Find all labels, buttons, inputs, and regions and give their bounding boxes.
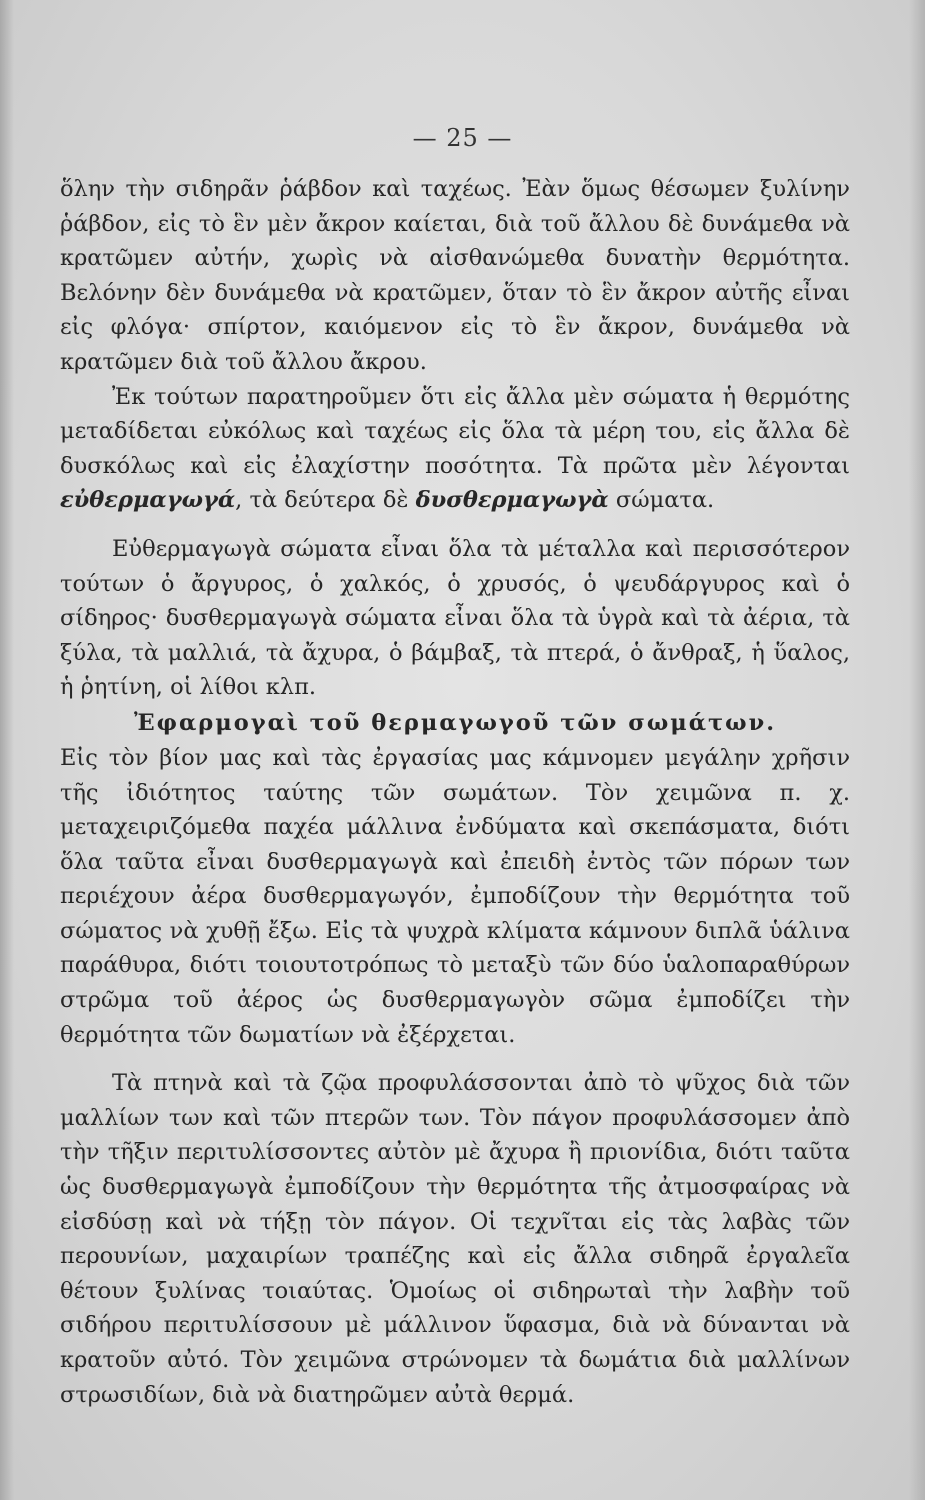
section-heading: Ἐφαρμογαὶ τοῦ θερμαγωγοῦ τῶν σωμάτων. <box>133 709 777 736</box>
paragraph-1: ὅλην τὴν σιδηρᾶν ῥάβδον καὶ ταχέως. Ἐὰν ὅμως θέσωμεν ξυλίνην ῥάβδον, εἰς τὸ ἓν μὲν ἄκρον καίεται, διὰ τοῦ ἄλλου δὲ δυνάμεθα νὰ κρατῶμεν αὐτήν, χωρὶς νὰ αἰσθανώμεθα δυνατὴν θερμότητα. Βελόνην δὲν δυνάμεθα νὰ κρατῶμεν, ὅταν τὸ ἓν ἄκρον αὐτῆς εἶναι εἰς φλόγα· σπίρτον, καιόμενον εἰς τὸ ἓν ἄκρον, δυνάμεθα νὰ κρατῶμεν διὰ τοῦ ἄλλου ἄκρου. <box>60 176 850 375</box>
term-euthermagoga: εὐθερμαγωγά <box>60 487 236 514</box>
paragraph-2-text-before: Ἐκ τούτων παρατηροῦμεν ὅτι εἰς ἄλλα μὲν σώματα ἡ θερμότης μεταδίδεται εὐκόλως καὶ ταχέως εἰς ὅλα τὰ μέρη του, εἰς ἄλλα δὲ δυσκόλως καὶ εἰς ἐλαχίστην ποσότητα. Τὰ πρῶτα μὲν λέγονται <box>60 383 850 479</box>
paragraph-2-text-middle: , τὰ δεύτερα δὲ <box>235 487 409 514</box>
paragraph-3: Εὐθερμαγωγὰ σώματα εἶναι ὅλα τὰ μέταλλα καὶ περισσότερον τούτων ὁ ἄργυρος, ὁ χαλκός, ὁ χρυσός, ὁ ψευδάργυρος καὶ ὁ σίδηρος· δυσθερμαγωγὰ σώματα εἶναι ὅλα τὰ ὑγρὰ καὶ τὰ ἀέρια, τὰ ξύλα, τὰ μαλλιά, τὰ ἄχυρα, ὁ βάμβαξ, τὰ πτερά, ὁ ἄνθραξ, ἡ ὕαλος, ἡ ῥητίνη, οἱ λίθοι κλπ. <box>60 535 850 701</box>
page-edge-shadow-left <box>0 0 14 1500</box>
page-edge-shadow-right <box>909 0 925 1500</box>
term-dysthermagoga: δυσθερμαγωγὰ <box>415 487 609 514</box>
paragraph-5: Τὰ πτηνὰ καὶ τὰ ζῷα προφυλάσσονται ἀπὸ τὸ ψῦχος διὰ τῶν μαλλίων των καὶ τῶν πτερῶν των. Τὸν πάγον προφυλάσσομεν ἀπὸ τὴν τῆξιν περιτυλίσσοντες αὐτὸν μὲ ἄχυρα ἢ πριονίδια, διότι ταῦτα ὡς δυσθερμαγωγὰ ἐμποδίζουν τὴν θερμότητα τῆς ἀτμοσφαίρας νὰ εἰσδύσῃ καὶ νὰ τήξῃ τὸν πάγον. Οἱ τεχνῖται εἰς τὰς λαβὰς τῶν περουνίων, μαχαιρίων τραπέζης καὶ εἰς ἄλλα σιδηρᾶ ἐργαλεῖα θέτουν ξυλίνας τοιαύτας. Ὁμοίως οἱ σιδηρωταὶ τὴν λαβὴν τοῦ σιδήρου περιτυλίσσουν μὲ μάλλινον ὕφασμα, διὰ νὰ δύνανται νὰ κρατοῦν αὐτό. Τὸν χειμῶνα στρώνομεν τὰ δωμάτια διὰ μαλλίνων στρωσιδίων, διὰ νὰ διατηρῶμεν αὐτὰ θερμά. <box>60 1070 850 1408</box>
paragraph-2-text-after: σώματα. <box>615 487 715 514</box>
paragraph-gap <box>60 1052 850 1066</box>
text-body <box>60 172 850 1412</box>
paragraph-2 <box>60 380 850 518</box>
paragraph-4: Εἰς τὸν βίον μας καὶ τὰς ἐργασίας μας κάμνομεν μεγάλην χρῆσιν τῆς ἰδιότητος ταύτης τῶν σωμάτων. Τὸν χειμῶνα π. χ. μεταχειριζόμεθα παχέα μάλλινα ἐνδύματα καὶ σκεπάσματα, διότι ὅλα ταῦτα εἶναι δυσθερμαγωγὰ καὶ ἐπειδὴ ἐντὸς τῶν πόρων των περιέχουν ἀέρα δυσθερμαγωγόν, ἐμποδίζουν τὴν θερμότητα τοῦ σώματος νὰ χυθῇ ἔξω. Εἰς τὰ ψυχρὰ κλίματα κάμνουν διπλᾶ ὑάλινα παράθυρα, διότι τοιουτοτρόπως τὸ μεταξὺ τῶν δύο ὑαλοπαραθύρων στρῶμα τοῦ ἀέρος ὡς δυσθερμαγωγὸν σῶμα ἐμποδίζει τὴν θερμότητα τῶν δωματίων νὰ ἐξέρχεται. <box>60 744 850 1048</box>
paragraph-gap <box>60 518 850 532</box>
page-number: — 25 — <box>412 124 513 152</box>
